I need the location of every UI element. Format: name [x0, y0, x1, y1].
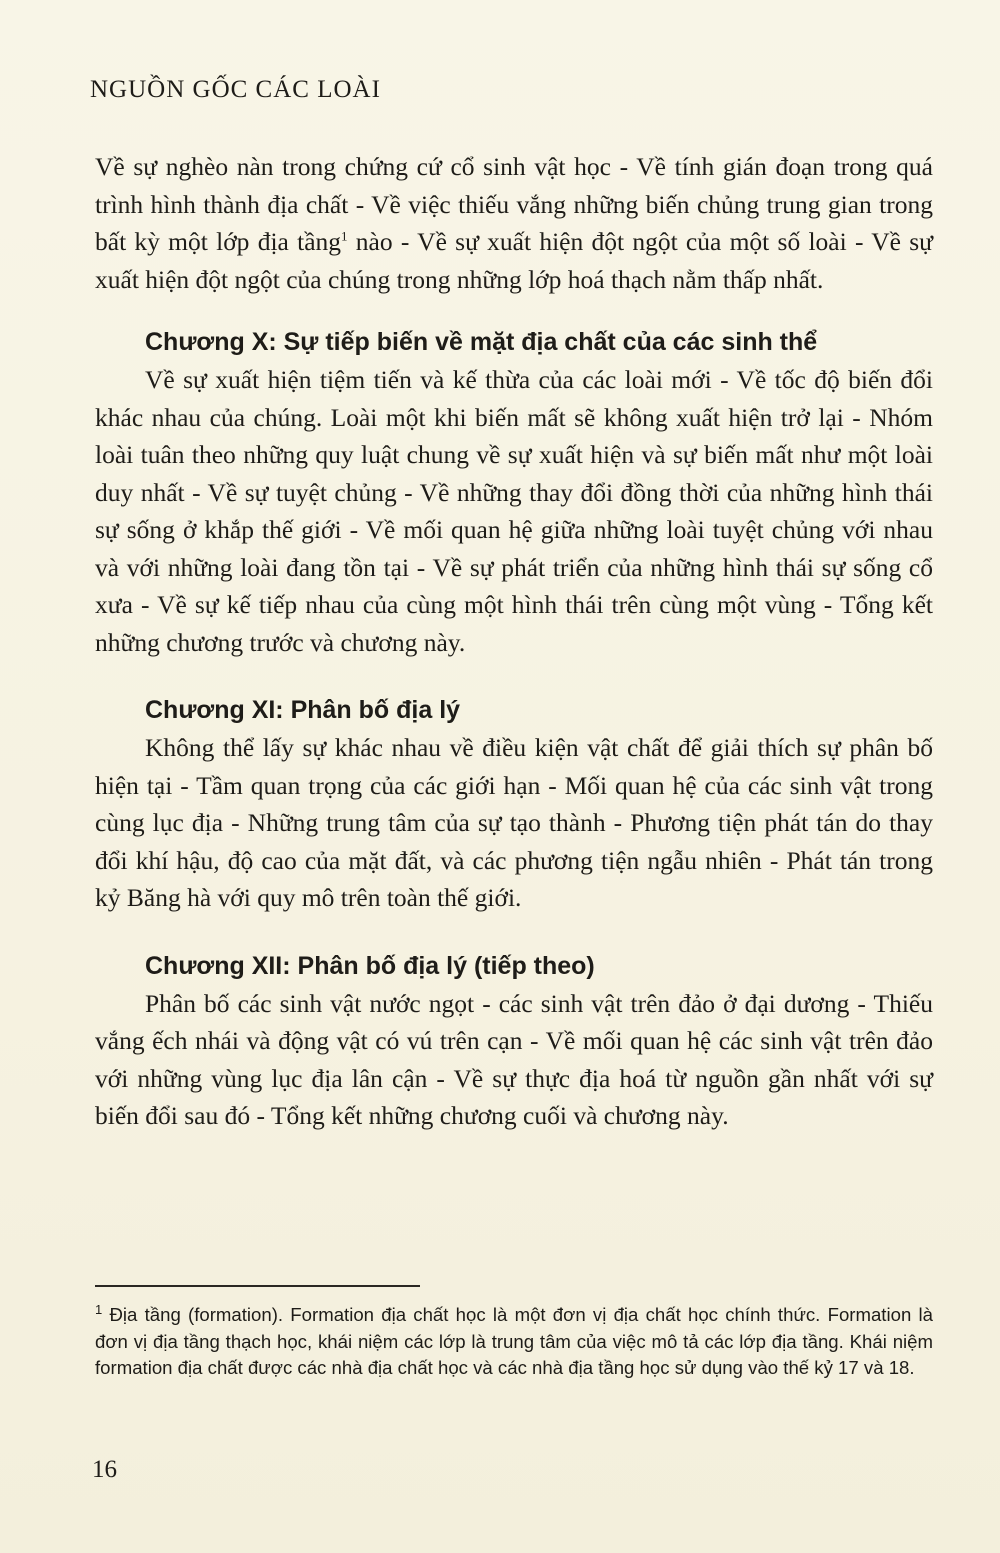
chapter-xii-summary: Phân bố các sinh vật nước ngọt - các sinh vật trên đảo ở đại dương - Thiếu vắng ếch nhái và động vật có vú trên cạn - Về mối quan hệ các sinh vật trên đảo với những vùng lục địa lân cận - Về sự thực địa hoá từ nguồn gần nhất với sự biến đổi sau đó - Tổng kết những chương cuối và chương này. [95, 988, 933, 1130]
footnote-divider [95, 1285, 420, 1287]
running-head: NGUỒN GỐC CÁC LOÀI [90, 76, 381, 103]
chapter-xii-title: Chương XII: Phân bố địa lý (tiếp theo) [145, 951, 595, 980]
intro-paragraph [95, 148, 933, 298]
intro-text-part1: Về sự nghèo nàn trong chứng cứ cổ sinh vật học - Về tính gián đoạn trong quá trình hình thành địa chất - Về việc thiếu vắng những biến chủng trung gian trong bất kỳ một lớp địa tầng [95, 152, 933, 256]
footnote-mark: 1 [95, 1301, 103, 1317]
footnote [95, 1302, 933, 1382]
intro-text-part2: nào - Về sự xuất hiện đột ngột của một số loài - Về sự xuất hiện đột ngột của chúng trong những lớp hoá thạch nằm thấp nhất. [95, 227, 933, 294]
chapter-x-title: Chương X: Sự tiếp biến về mặt địa chất của các sinh thể [145, 328, 818, 356]
chapter-x-summary: Về sự xuất hiện tiệm tiến và kế thừa của các loài mới - Về tốc độ biến đổi khác nhau của chúng. Loài một khi biến mất sẽ không xuất hiện trở lại - Nhóm loài tuân theo những quy luật chung về sự xuất hiện và sự biến mất như một loài duy nhất - Về sự tuyệt chủng - Về những thay đổi đồng thời của những hình thái sự sống ở khắp thế giới - Về mối quan hệ giữa những loài tuyệt chủng với nhau và với những loài đang tồn tại - Về sự phát triển của những hình thái sự sống cổ xưa - Về sự kế tiếp nhau của cùng một hình thái trên cùng một vùng - Tổng kết những chương trước và chương này. [95, 365, 933, 657]
footnote-text: Địa tầng (formation). Formation địa chất học là một đơn vị địa chất học chính thức. Formation là đơn vị địa tầng thạch học, khái niệm các lớp là trung tâm của việc mô tả các lớp địa tầng. Khái niệm formation địa chất được các nhà địa chất học và các nhà địa tầng học sử dụng vào thế kỷ 17 và 18. [95, 1304, 933, 1378]
page-number: 16 [92, 1456, 117, 1483]
footnote-reference: 1 [341, 228, 348, 244]
page-content [95, 148, 933, 1135]
chapter-xi-title: Chương XI: Phân bố địa lý [145, 696, 461, 724]
chapter-xi-summary: Không thể lấy sự khác nhau về điều kiện vật chất để giải thích sự phân bố hiện tại - Tầm quan trọng của các giới hạn - Mối quan hệ của các sinh vật trong cùng lục địa - Những trung tâm của sự tạo thành - Phương tiện phát tán do thay đổi khí hậu, độ cao của mặt đất, và các phương tiện ngẫu nhiên - Phát tán trong kỷ Băng hà với quy mô trên toàn thế giới. [95, 733, 933, 912]
